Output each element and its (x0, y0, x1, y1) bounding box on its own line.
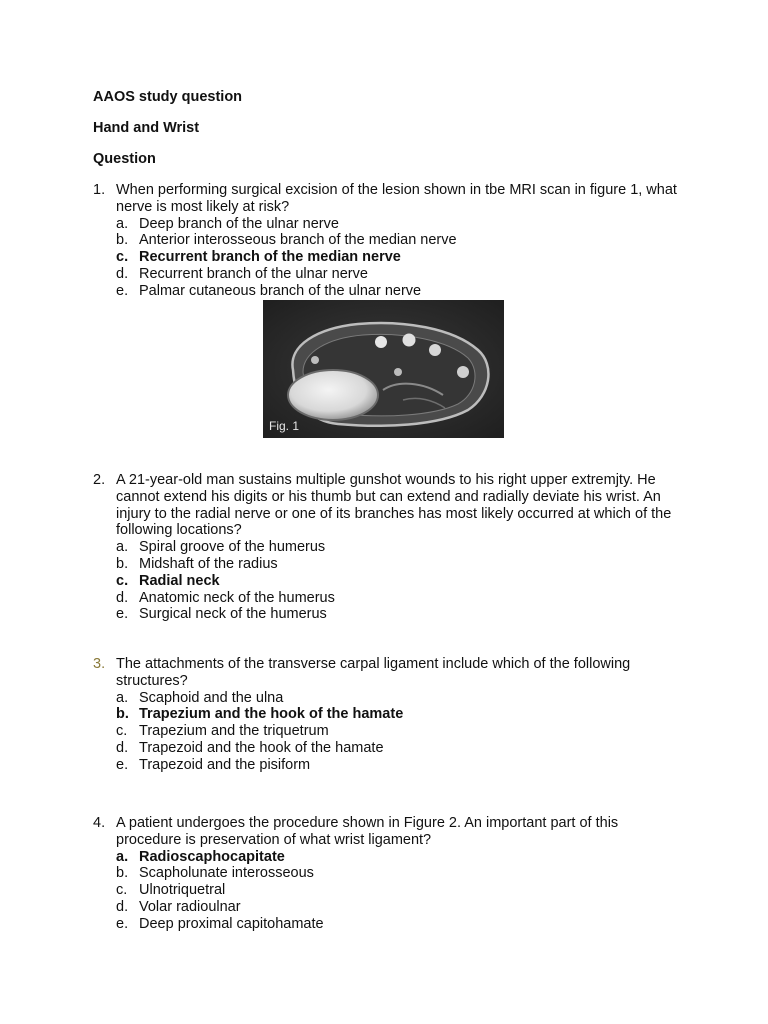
question-stem (93, 656, 683, 690)
option-letter: d. (116, 739, 129, 756)
option-letter: a. (116, 539, 129, 556)
option-text: Deep branch of the ulnar nerve (139, 215, 339, 232)
question-number: 2. (93, 472, 106, 488)
option-letter: e. (116, 915, 129, 932)
answer-option-c (116, 723, 683, 740)
question-3 (93, 656, 683, 774)
option-text: Volar radioulnar (139, 898, 241, 915)
answer-options (93, 216, 683, 300)
option-text: Trapezium and the triquetrum (139, 723, 329, 740)
option-letter: c. (116, 572, 129, 589)
option-text: Palmar cutaneous branch of the ulnar nerve (139, 282, 422, 299)
option-text: Recurrent branch of the ulnar nerve (139, 265, 368, 282)
option-letter: b. (116, 555, 129, 572)
answer-option-e (116, 916, 683, 933)
question-1 (93, 182, 683, 300)
answer-options (93, 849, 683, 933)
answer-option-a (116, 216, 683, 233)
option-text: Radial neck (139, 572, 220, 589)
option-letter: a. (116, 848, 129, 865)
question-text: A patient undergoes the procedure shown in Figure 2. An important part of this procedure is preservation of what wrist ligament? (116, 815, 619, 848)
answer-option-c (116, 573, 683, 590)
option-letter: d. (116, 589, 129, 606)
option-text: Midshaft of the radius (139, 555, 278, 572)
option-letter: e. (116, 282, 129, 299)
option-text: Anatomic neck of the humerus (139, 589, 335, 606)
answer-option-e (116, 757, 683, 774)
option-letter: d. (116, 265, 129, 282)
answer-option-d (116, 740, 683, 757)
answer-option-d (116, 590, 683, 607)
option-text: Deep proximal capitohamate (139, 915, 324, 932)
answer-option-b (116, 232, 683, 249)
question-2 (93, 472, 683, 623)
option-text: Ulnotriquetral (139, 882, 226, 899)
question-number: 4. (93, 815, 106, 831)
mri-figure (263, 300, 504, 438)
answer-option-d (116, 899, 683, 916)
option-text: Scapholunate interosseous (139, 865, 314, 882)
option-text: Surgical neck of the humerus (139, 606, 327, 623)
option-text: Trapezoid and the pisiform (139, 756, 311, 773)
answer-option-b (116, 865, 683, 882)
option-letter: a. (116, 215, 129, 232)
option-letter: c. (116, 723, 128, 740)
question-4 (93, 815, 683, 933)
option-letter: e. (116, 756, 129, 773)
mri-scan-image (263, 300, 504, 438)
question-number: 3. (93, 656, 106, 672)
answer-option-a (116, 690, 683, 707)
option-letter: c. (116, 882, 128, 899)
question-subheading: Question (93, 151, 156, 167)
answer-option-c (116, 249, 683, 266)
option-letter: c. (116, 249, 129, 266)
option-letter: b. (116, 232, 129, 249)
option-letter: a. (116, 689, 129, 706)
section-heading: Hand and Wrist (93, 120, 200, 136)
question-stem (93, 815, 683, 849)
option-text: Trapezoid and the hook of the hamate (139, 739, 384, 756)
question-stem (93, 182, 683, 216)
option-text: Radioscaphocapitate (139, 848, 285, 865)
figure-label: Fig. 1 (269, 419, 300, 433)
option-letter: d. (116, 898, 129, 915)
option-letter: b. (116, 706, 129, 723)
option-text: Spiral groove of the humerus (139, 539, 326, 556)
answer-option-b (116, 706, 683, 723)
option-text: Scaphoid and the ulna (139, 689, 284, 706)
option-text: Anterior interosseous branch of the median nerve (139, 232, 457, 249)
answer-option-e (116, 606, 683, 623)
answer-option-b (116, 556, 683, 573)
answer-option-d (116, 266, 683, 283)
answer-options (93, 539, 683, 623)
question-text: A 21-year-old man sustains multiple gunshot wounds to his right upper extremjty. He cannot extend his digits or his thumb but can extend and radially deviate his wrist. An injury to the radial nerve or one of its branches has most likely occurred at which of the following locations? (116, 472, 672, 539)
question-text: The attachments of the transverse carpal ligament include which of the following structures? (116, 656, 631, 689)
answer-option-a (116, 539, 683, 556)
question-number: 1. (93, 182, 106, 198)
option-text: Recurrent branch of the median nerve (139, 249, 401, 266)
answer-option-c (116, 882, 683, 899)
answer-options (93, 690, 683, 774)
option-letter: e. (116, 606, 129, 623)
option-text: Trapezium and the hook of the hamate (139, 706, 404, 723)
answer-option-a (116, 849, 683, 866)
question-text: When performing surgical excision of the lesion shown in tbe MRI scan in figure 1, what nerve is most likely at risk? (116, 182, 677, 215)
option-letter: b. (116, 865, 129, 882)
question-stem (93, 472, 683, 539)
document-title: AAOS study question (93, 89, 243, 105)
answer-option-e (116, 283, 683, 300)
